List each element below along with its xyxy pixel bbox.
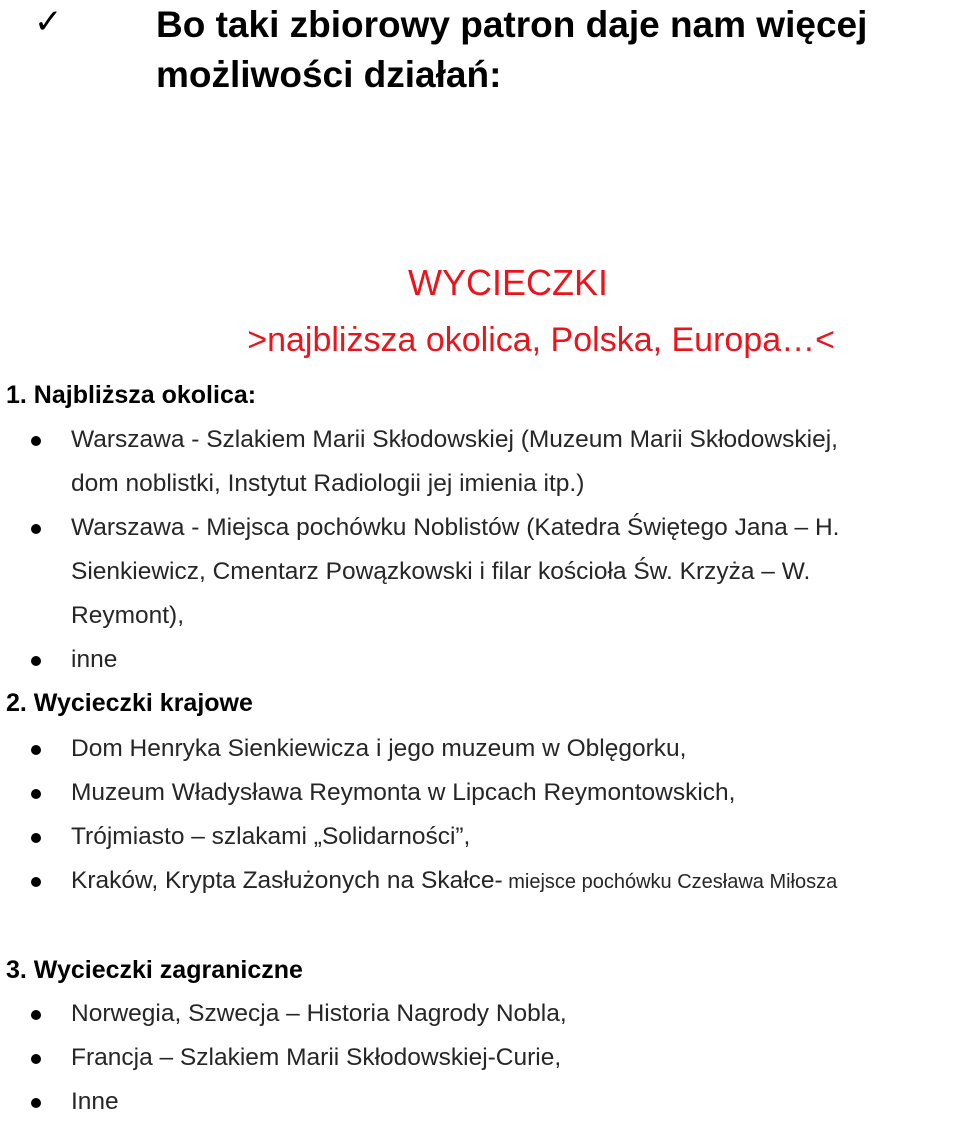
list-item-line: Warszawa - Szlakiem Marii Skłodowskiej (Muzeum Marii Skłodowskiej, bbox=[71, 426, 838, 453]
list-item-line: Warszawa - Miejsca pochówku Noblistów (Katedra Świętego Jana – H. bbox=[71, 514, 840, 541]
bullet-icon bbox=[31, 745, 41, 755]
section-3-list bbox=[0, 992, 960, 1124]
section-1-label: 1. Najbliższa okolica: bbox=[6, 381, 257, 409]
intro-heading-text bbox=[156, 0, 956, 100]
bullet-icon bbox=[31, 833, 41, 843]
page-subtitle: >najbliższa okolica, Polska, Europa…< bbox=[247, 321, 835, 359]
list-item-line: dom noblistki, Instytut Radiologii jej imienia itp.) bbox=[71, 470, 585, 497]
section-2-list bbox=[0, 727, 960, 904]
list-item bbox=[0, 1036, 960, 1080]
checkmark-icon: ✓ bbox=[34, 2, 63, 42]
list-item bbox=[0, 638, 960, 682]
list-item bbox=[0, 815, 960, 859]
list-item-line: inne bbox=[71, 646, 118, 673]
section-2-label: 2. Wycieczki krajowe bbox=[6, 689, 253, 717]
bullet-icon bbox=[31, 436, 41, 446]
list-item-line: Reymont), bbox=[71, 602, 185, 629]
list-item-line: Francja – Szlakiem Marii Skłodowskiej-Curie, bbox=[71, 1044, 562, 1071]
section-1-list bbox=[0, 418, 960, 682]
list-item-line: Inne bbox=[71, 1088, 119, 1115]
list-item bbox=[0, 727, 960, 771]
bullet-icon bbox=[31, 1054, 41, 1064]
list-item bbox=[0, 506, 960, 638]
list-item-line: Trójmiasto – szlakami „Solidarności”, bbox=[71, 823, 471, 850]
list-item bbox=[0, 1080, 960, 1124]
bullet-icon bbox=[31, 1010, 41, 1020]
bullet-icon bbox=[31, 656, 41, 666]
list-item-text: Kraków, Krypta Zasłużonych na Skałce- bbox=[71, 867, 503, 894]
page-title: WYCIECZKI bbox=[407, 262, 608, 303]
section-3-label: 3. Wycieczki zagraniczne bbox=[6, 956, 303, 984]
bullet-icon bbox=[31, 789, 41, 799]
list-item bbox=[0, 859, 960, 904]
list-item bbox=[0, 418, 960, 506]
list-item-line bbox=[71, 859, 960, 904]
list-item-line: Sienkiewicz, Cmentarz Powązkowski i filar kościoła Św. Krzyża – W. bbox=[71, 558, 811, 585]
list-item bbox=[0, 771, 960, 815]
list-item-line: Dom Henryka Sienkiewicza i jego muzeum w Oblęgorku, bbox=[71, 735, 687, 762]
bullet-icon bbox=[31, 524, 41, 534]
list-item-line: Norwegia, Szwecja – Historia Nagrody Nobla, bbox=[71, 1000, 567, 1027]
intro-heading-line-2: możliwości działań: bbox=[156, 54, 502, 95]
bullet-icon bbox=[31, 1098, 41, 1108]
list-item bbox=[0, 992, 960, 1036]
intro-heading-line-1: Bo taki zbiorowy patron daje nam więcej bbox=[156, 4, 868, 45]
bullet-icon bbox=[31, 877, 41, 887]
list-item-note: miejsce pochówku Czesława Miłosza bbox=[502, 871, 838, 893]
list-item-line: Muzeum Władysława Reymonta w Lipcach Reymontowskich, bbox=[71, 779, 736, 806]
